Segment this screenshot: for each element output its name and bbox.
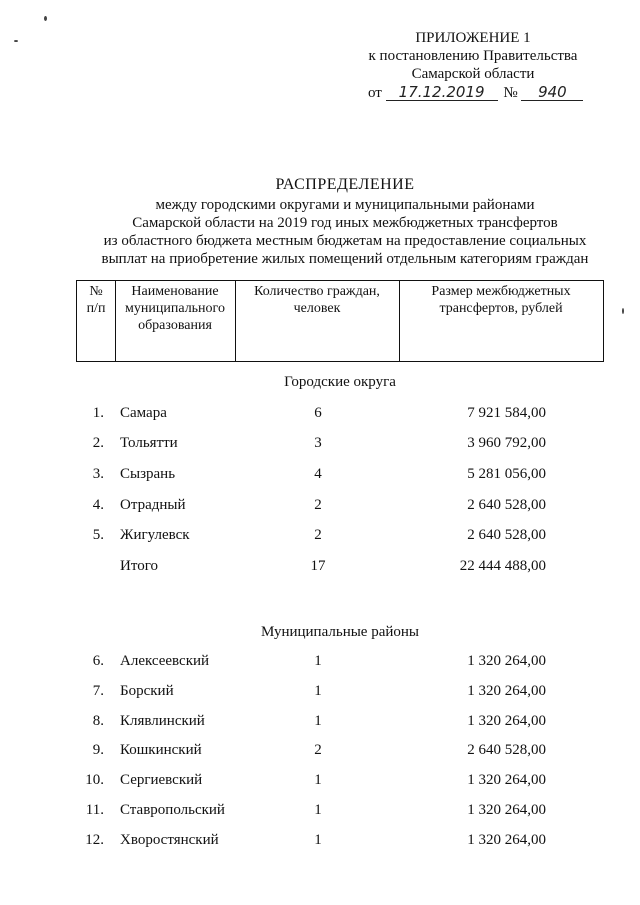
row-sum: 22 444 488,00	[459, 558, 546, 574]
row-count: 1	[314, 683, 322, 699]
row-name: Тольятти	[120, 435, 178, 451]
heading-line: выплат на приобретение жилых помещений отдельным категориям граждан	[101, 251, 589, 267]
row-number: 10.	[85, 772, 104, 788]
header-sum-line: Размер межбюджетных	[431, 284, 571, 299]
row-name: Алексеевский	[120, 653, 210, 669]
row-count: 2	[314, 497, 322, 513]
header-count	[235, 283, 399, 317]
heading-line: из областного бюджета местным бюджетам на предоставление социальных	[103, 233, 587, 249]
row-sum: 1 320 264,00	[467, 713, 546, 729]
row-name: Кошкинский	[120, 742, 202, 758]
row-sum: 7 921 584,00	[467, 405, 546, 421]
row-count: 1	[314, 772, 322, 788]
handwritten-date: 17.12.2019	[386, 84, 498, 101]
table-row	[0, 832, 640, 852]
table-header	[76, 280, 604, 362]
row-sum: 1 320 264,00	[467, 832, 546, 848]
section-title-urban-districts: Городские округа	[284, 374, 396, 390]
row-sum: 3 960 792,00	[467, 435, 546, 451]
table-row	[0, 527, 640, 547]
table-row	[0, 742, 640, 762]
table-row	[0, 713, 640, 733]
row-name: Сызрань	[120, 466, 176, 482]
row-sum: 1 320 264,00	[467, 772, 546, 788]
number-prefix: №	[503, 85, 518, 101]
row-count: 4	[314, 466, 322, 482]
heading-line: между городскими округами и муниципальными районами	[155, 197, 535, 213]
row-name: Хворостянский	[120, 832, 219, 848]
row-number: 2.	[92, 435, 104, 451]
row-sum: 2 640 528,00	[467, 497, 546, 513]
row-count: 3	[314, 435, 322, 451]
date-prefix: от	[368, 85, 382, 101]
row-number: 12.	[85, 832, 104, 848]
header-count-line: Количество граждан,	[254, 284, 380, 299]
row-count: 6	[314, 405, 322, 421]
header-num	[77, 283, 115, 317]
table-row	[0, 435, 640, 455]
table-row	[0, 772, 640, 792]
table-row	[0, 405, 640, 425]
scan-speck	[14, 40, 18, 42]
row-name: Клявлинский	[120, 713, 205, 729]
table-row-total	[0, 558, 640, 578]
header-sum-line: трансфертов, рублей	[439, 301, 563, 316]
header-num-line: п/п	[86, 301, 106, 316]
row-number: 8.	[92, 713, 104, 729]
table-row	[0, 497, 640, 517]
row-name: Сергиевский	[120, 772, 203, 788]
row-sum: 1 320 264,00	[467, 683, 546, 699]
row-name: Ставропольский	[120, 802, 225, 818]
section-title-municipal-districts: Муниципальные районы	[260, 624, 420, 640]
header-name	[115, 283, 235, 334]
row-count: 2	[314, 742, 322, 758]
row-number: 4.	[92, 497, 104, 513]
row-number: 3.	[92, 466, 104, 482]
row-sum: 1 320 264,00	[467, 653, 546, 669]
row-number: 9.	[92, 742, 104, 758]
appendix-line-1: к постановлению Правительства	[368, 48, 578, 64]
appendix-date-line	[368, 84, 583, 102]
row-sum: 2 640 528,00	[467, 742, 546, 758]
table-row	[0, 653, 640, 673]
page-title: РАСПРЕДЕЛЕНИЕ	[275, 176, 415, 193]
header-name-line: муниципального	[125, 301, 225, 316]
row-count: 2	[314, 527, 322, 543]
header-count-line: человек	[293, 301, 341, 316]
heading-line: Самарской области на 2019 год иных межбюджетных трансфертов	[132, 215, 558, 231]
row-sum: 1 320 264,00	[467, 802, 546, 818]
handwritten-number: 940	[521, 84, 583, 101]
scan-speck	[622, 308, 624, 314]
table-row	[0, 466, 640, 486]
row-count: 1	[314, 802, 322, 818]
appendix-title: ПРИЛОЖЕНИЕ 1	[415, 30, 531, 46]
header-name-line: образования	[138, 318, 212, 333]
header-sum	[399, 283, 603, 317]
row-name: Борский	[120, 683, 174, 699]
row-number: 1.	[92, 405, 104, 421]
scan-speck	[44, 16, 47, 21]
header-name-line: Наименование	[131, 284, 219, 299]
row-count: 1	[314, 713, 322, 729]
row-name: Жигулевск	[120, 527, 190, 543]
row-number: 6.	[92, 653, 104, 669]
row-name: Отрадный	[120, 497, 186, 513]
row-sum: 5 281 056,00	[467, 466, 546, 482]
table-row	[0, 683, 640, 703]
table-row	[0, 802, 640, 822]
row-name: Итого	[120, 558, 158, 574]
document-heading	[80, 176, 610, 268]
row-number: 7.	[92, 683, 104, 699]
row-number: 5.	[92, 527, 104, 543]
header-num-line: №	[89, 284, 103, 299]
row-number: 11.	[85, 802, 104, 818]
row-sum: 2 640 528,00	[467, 527, 546, 543]
appendix-line-2: Самарской области	[411, 66, 535, 82]
row-name: Самара	[120, 405, 167, 421]
row-count: 1	[314, 653, 322, 669]
row-count: 17	[310, 558, 326, 574]
row-count: 1	[314, 832, 322, 848]
